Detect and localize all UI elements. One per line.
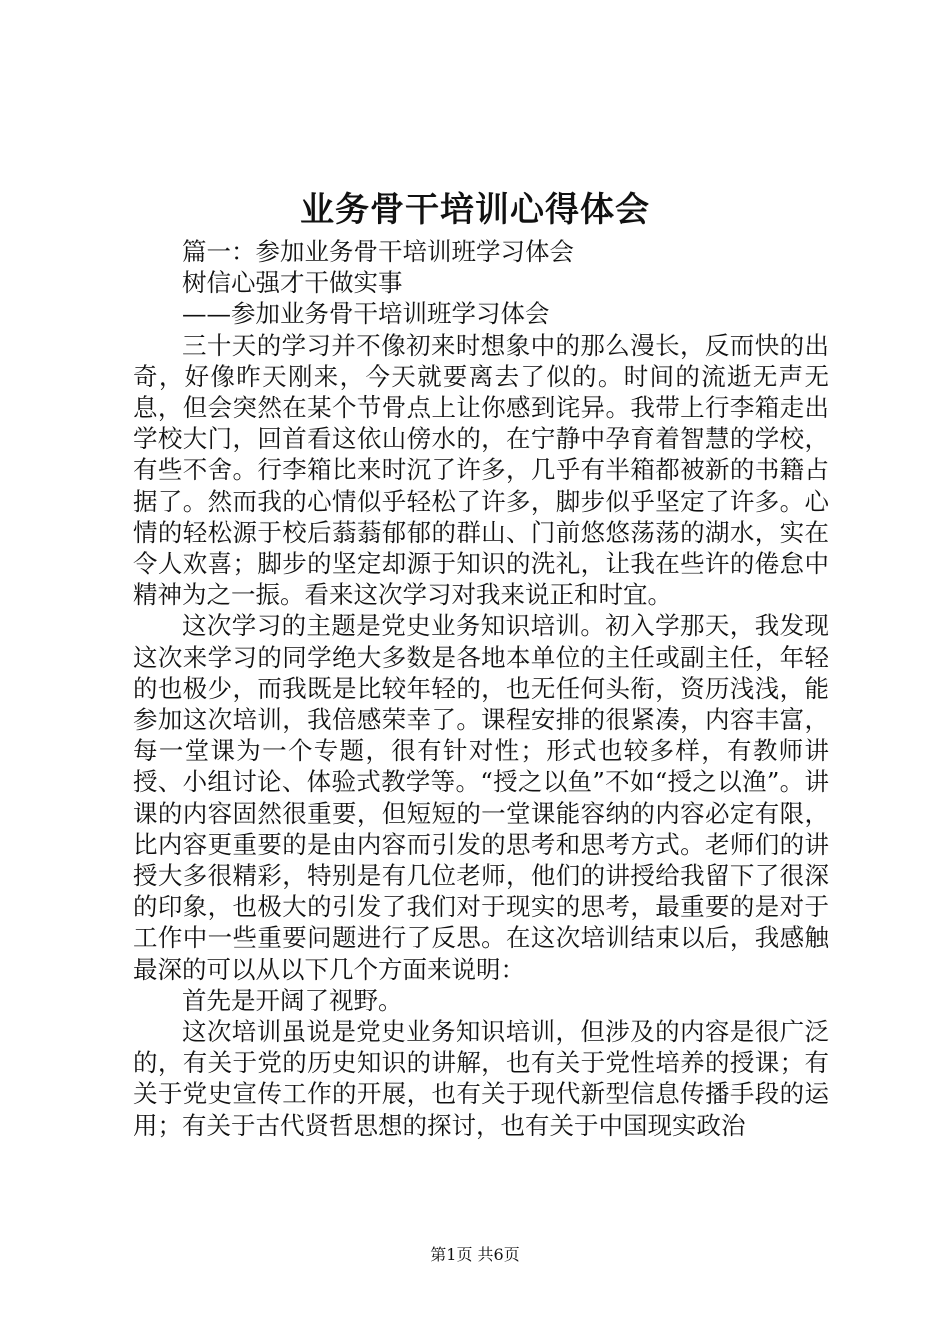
paragraph: 这次培训虽说是党史业务知识培训，但涉及的内容是很广泛的，有关于党的历史知识的讲解，也有关于党性培养的授课；有关于党史宣传工作的开展，也有关于现代新型信息传播手段的运用；有关于古代贤哲思想的探讨，也有关于中国现实政治	[133, 1017, 829, 1140]
document-body	[133, 236, 829, 1141]
paragraph-section-heading: 篇一：参加业务骨干培训班学习体会	[182, 237, 574, 266]
paragraph: 这次学习的主题是党史业务知识培训。初入学那天，我发现这次来学习的同学绝大多数是各地本单位的主任或副主任，年轻的也极少，而我既是比较年轻的，也无任何头衔，资历浅浅，能参加这次培训，我倍感荣幸了。课程安排的很紧凑，内容丰富，每一堂课为一个专题，很有针对性；形式也较多样，有教师讲授、小组讨论、体验式教学等。“授之以鱼”不如“授之以渔”。讲课的内容固然很重要，但短短的一堂课能容纳的内容必定有限，比内容更重要的是由内容而引发的思考和思考方式。老师们的讲授大多很精彩，特别是有几位老师，他们的讲授给我留下了很深的印象，也极大的引发了我们对于现实的思考，最重要的是对于工作中一些重要问题进行了反思。在这次培训结束以后，我感触最深的可以从以下几个方面来说明：	[133, 611, 829, 984]
paragraph: 首先是开阔了视野。	[182, 985, 403, 1015]
paragraph: 三十天的学习并不像初来时想象中的那么漫长，反而快的出奇，好像昨天刚来，今天就要离去了似的。时间的流逝无声无息，但会突然在某个节骨点上让你感到诧异。我带上行李箱走出学校大门，回首看这依山傍水的，在宁静中孕育着智慧的学校，有些不舍。行李箱比来时沉了许多，几乎有半箱都被新的书籍占据了。然而我的心情似乎轻松了许多，脚步似乎坚定了许多。心情的轻松源于校后蓊蓊郁郁的群山、门前悠悠荡荡的湖水，实在令人欢喜；脚步的坚定却源于知识的洗礼，让我在些许的倦怠中精神为之一振。看来这次学习对我来说正和时宜。	[133, 330, 829, 610]
paragraph-subtitle: 树信心强才干做实事	[182, 268, 403, 298]
paragraph-subtitle-dash: ——参加业务骨干培训班学习体会	[182, 299, 550, 329]
page-footer: 第1页 共6页	[430, 1245, 520, 1264]
document-title: 业务骨干培训心得体会	[300, 190, 650, 230]
